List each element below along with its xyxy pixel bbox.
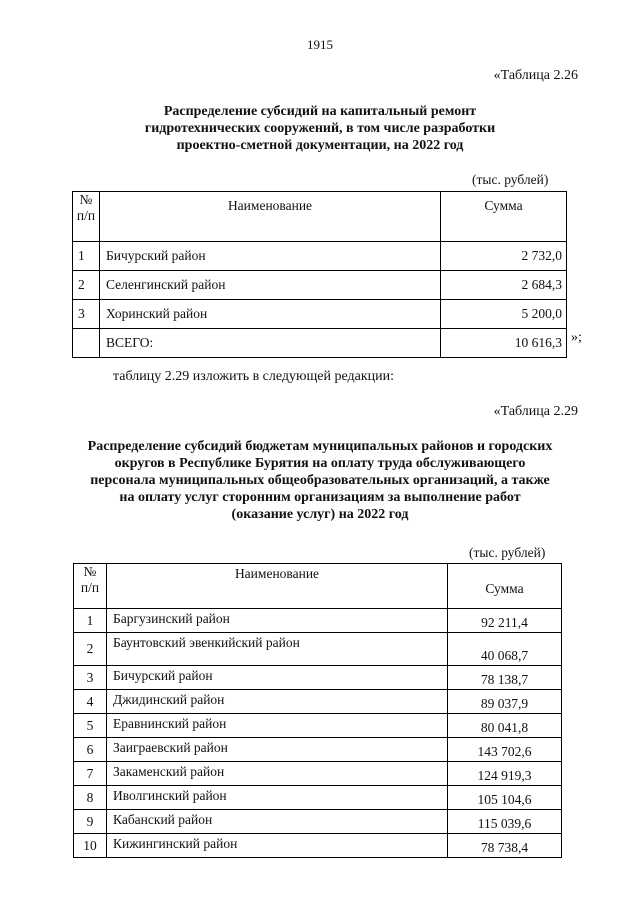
table-row xyxy=(74,633,562,666)
cell-num: 7 xyxy=(74,762,107,786)
cell-name: Баунтовский эвенкийский район xyxy=(107,633,448,666)
table-row xyxy=(73,300,567,329)
table-row xyxy=(74,714,562,738)
table-row xyxy=(74,666,562,690)
table1-title xyxy=(0,103,640,154)
table-total-row xyxy=(73,329,567,358)
table-row xyxy=(74,609,562,633)
title-line: персонала муниципальных общеобразовательных организаций, а также xyxy=(90,473,550,488)
table1 xyxy=(72,191,567,358)
cell-num: 8 xyxy=(74,786,107,810)
cell-num: 3 xyxy=(74,666,107,690)
cell-num: 10 xyxy=(74,834,107,858)
cell-sum: 124 919,3 xyxy=(448,762,562,786)
header-name: Наименование xyxy=(100,192,441,242)
table1-unit: (тыс. рублей) xyxy=(472,172,549,187)
cell-name: Бичурский район xyxy=(107,666,448,690)
cell-name: Иволгинский район xyxy=(107,786,448,810)
cell-sum: 143 702,6 xyxy=(448,738,562,762)
title-line: (оказание услуг) на 2022 год xyxy=(231,507,409,522)
table-row xyxy=(74,762,562,786)
title-line: Распределение субсидий бюджетам муниципальных районов и городских xyxy=(87,439,553,454)
table2-title xyxy=(0,438,640,523)
cell-name: Баргузинский район xyxy=(107,609,448,633)
cell-name: Кабанский район xyxy=(107,810,448,834)
cell-sum: 89 037,9 xyxy=(448,690,562,714)
cell-num: 5 xyxy=(74,714,107,738)
table-row xyxy=(74,834,562,858)
header-num-line2: п/п xyxy=(76,208,96,223)
cell-name: Заиграевский район xyxy=(107,738,448,762)
title-line: гидротехнических сооружений, в том числе разработки xyxy=(144,121,496,136)
cell-name: ВСЕГО: xyxy=(100,329,441,358)
cell-num: 1 xyxy=(74,609,107,633)
table-row xyxy=(73,242,567,271)
table2 xyxy=(73,563,562,858)
cell-sum: 105 104,6 xyxy=(448,786,562,810)
cell-num: 2 xyxy=(74,633,107,666)
page-number: 1915 xyxy=(307,37,333,52)
title-line: Распределение субсидий на капитальный ремонт xyxy=(163,104,477,119)
header-num xyxy=(74,564,107,609)
cell-sum: 2 732,0 xyxy=(441,242,567,271)
header-num-line1: № xyxy=(79,192,93,207)
cell-num: 4 xyxy=(74,690,107,714)
instruction-text: таблицу 2.29 изложить в следующей редакции: xyxy=(113,369,395,384)
header-name: Наименование xyxy=(107,564,448,609)
header-num xyxy=(73,192,100,242)
table1-ref: «Таблица 2.26 xyxy=(493,68,578,83)
cell-name: Хоринский район xyxy=(100,300,441,329)
cell-sum: 115 039,6 xyxy=(448,810,562,834)
header-num-line1: № xyxy=(83,564,97,579)
cell-sum: 78 138,7 xyxy=(448,666,562,690)
cell-num: 6 xyxy=(74,738,107,762)
table1-closing: »; xyxy=(571,330,582,345)
cell-sum: 78 738,4 xyxy=(448,834,562,858)
header-sum: Сумма xyxy=(441,192,567,242)
table-row xyxy=(74,810,562,834)
cell-sum: 80 041,8 xyxy=(448,714,562,738)
table-row xyxy=(74,690,562,714)
header-num-line2: п/п xyxy=(80,580,100,595)
header-sum: Сумма xyxy=(448,564,562,609)
title-line: проектно-сметной документации, на 2022 год xyxy=(176,138,464,153)
cell-sum: 92 211,4 xyxy=(448,609,562,633)
table-header-row xyxy=(73,192,567,242)
table-row xyxy=(74,738,562,762)
cell-name: Закаменский район xyxy=(107,762,448,786)
cell-sum: 2 684,3 xyxy=(441,271,567,300)
table-row xyxy=(73,271,567,300)
cell-sum: 10 616,3 xyxy=(441,329,567,358)
cell-sum: 40 068,7 xyxy=(448,633,562,666)
cell-name: Кижингинский район xyxy=(107,834,448,858)
cell-num: 2 xyxy=(73,271,100,300)
title-line: на оплату услуг сторонним организациям за выполнение работ xyxy=(119,490,521,505)
cell-name: Джидинский район xyxy=(107,690,448,714)
cell-num: 3 xyxy=(73,300,100,329)
title-line: округов в Республике Бурятия на оплату труда обслуживающего xyxy=(114,456,526,471)
cell-num xyxy=(73,329,100,358)
table-row xyxy=(74,786,562,810)
cell-name: Еравнинский район xyxy=(107,714,448,738)
cell-num: 1 xyxy=(73,242,100,271)
table2-unit: (тыс. рублей) xyxy=(469,545,546,560)
cell-name: Бичурский район xyxy=(100,242,441,271)
cell-sum: 5 200,0 xyxy=(441,300,567,329)
table2-ref: «Таблица 2.29 xyxy=(493,404,578,419)
table-header-row xyxy=(74,564,562,609)
cell-name: Селенгинский район xyxy=(100,271,441,300)
cell-num: 9 xyxy=(74,810,107,834)
